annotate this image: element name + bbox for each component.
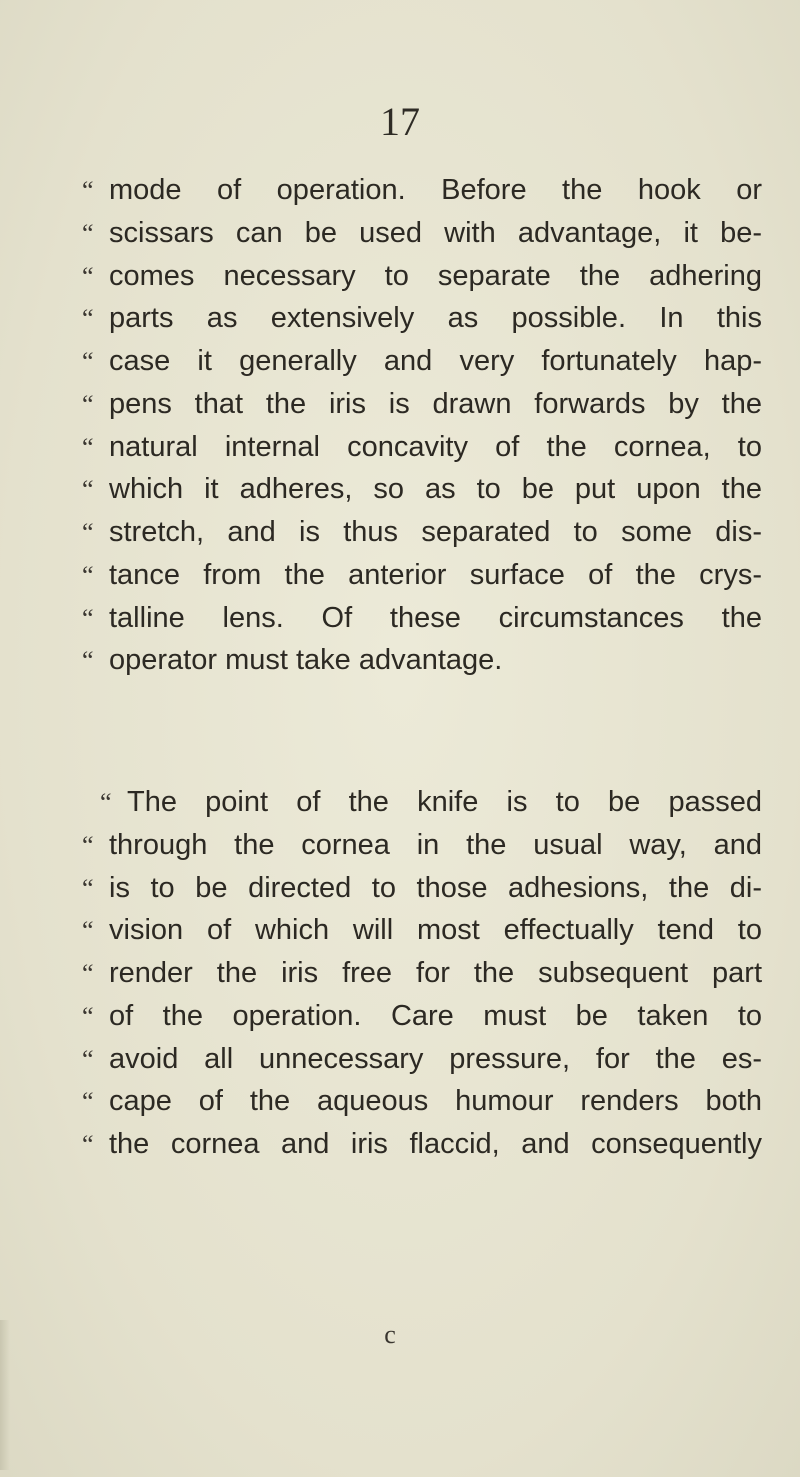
line-text: operator must take advantage.: [109, 644, 503, 677]
line-text: scissars can be used with advantage, it be-: [109, 216, 762, 249]
quote-mark: “: [82, 475, 94, 505]
line-text: pens that the iris is drawn forwards by the: [109, 387, 762, 420]
quote-mark: “: [82, 432, 94, 462]
line-text: talline lens. Of these circumstances the: [109, 601, 762, 634]
line-text: render the iris free for the subsequent part: [109, 957, 762, 989]
text-line: [82, 471, 762, 514]
quote-mark: “: [82, 347, 94, 376]
text-line: [82, 955, 762, 998]
quote-mark: “: [82, 1001, 94, 1031]
quote-mark: “: [82, 959, 94, 988]
line-text: stretch, and is thus separated to some dis-: [109, 516, 762, 548]
line-text: cape of the aqueous humour renders both: [109, 1085, 762, 1118]
line-text: avoid all unnecessary pressure, for the es-: [109, 1042, 762, 1075]
text-line: [82, 870, 762, 913]
quote-mark: “: [82, 646, 94, 676]
line-text: the cornea and iris flaccid, and consequently: [109, 1128, 762, 1160]
text-line: [82, 300, 762, 343]
line-text: The point of the knife is to be passed: [127, 786, 762, 818]
quote-mark: “: [82, 916, 94, 946]
line-text: comes necessary to separate the adhering: [109, 259, 762, 292]
text-line: [82, 642, 762, 685]
quote-mark: “: [82, 1087, 94, 1117]
quote-mark: “: [82, 176, 94, 205]
line-text: through the cornea in the usual way, and: [109, 828, 762, 861]
text-line: [82, 343, 762, 386]
line-text: which it adheres, so as to be put upon the: [109, 473, 762, 506]
signature-letter: c: [384, 1320, 396, 1349]
page-edge-shadow: [0, 1320, 10, 1470]
page-number: 17: [380, 99, 420, 144]
text-line: [82, 1083, 762, 1126]
quote-mark: “: [82, 560, 94, 590]
line-text: mode of operation. Before the hook or: [109, 174, 762, 206]
quote-mark: “: [82, 218, 94, 248]
line-text: natural internal concavity of the cornea, to: [109, 430, 762, 463]
line-text: is to be directed to those adhesions, the di-: [109, 871, 762, 904]
quote-mark: “: [82, 830, 94, 860]
line-text: parts as extensively as possible. In this: [109, 302, 762, 335]
text-line: [82, 1041, 762, 1084]
text-line: [82, 784, 762, 827]
text-line: [82, 258, 762, 301]
text-line: [82, 1126, 762, 1169]
text-line: [82, 827, 762, 870]
text-line: [82, 600, 762, 643]
quote-mark: “: [82, 518, 94, 547]
paragraph-1: [82, 172, 762, 685]
paragraph-2: [82, 784, 762, 1169]
text-line: [82, 998, 762, 1041]
quote-mark: “: [82, 1130, 94, 1159]
line-text: vision of which will most effectually tend to: [109, 914, 762, 947]
quote-mark: “: [82, 304, 94, 334]
quote-mark: “: [100, 788, 112, 817]
text-line: [82, 429, 762, 472]
quote-mark: “: [82, 261, 94, 291]
quote-mark: “: [82, 873, 94, 903]
quote-mark: “: [82, 389, 94, 419]
line-text: of the operation. Care must be taken to: [109, 999, 762, 1032]
signature-mark: [0, 1320, 800, 1350]
text-line: [82, 557, 762, 600]
text-line: [82, 386, 762, 429]
text-line: [82, 172, 762, 215]
quote-mark: “: [82, 1044, 94, 1074]
line-text: tance from the anterior surface of the crys-: [109, 558, 762, 591]
text-line: [82, 514, 762, 557]
text-line: [82, 912, 762, 955]
text-line: [82, 215, 762, 258]
line-text: case it generally and very fortunately hap-: [109, 345, 762, 377]
quote-mark: “: [82, 603, 94, 633]
